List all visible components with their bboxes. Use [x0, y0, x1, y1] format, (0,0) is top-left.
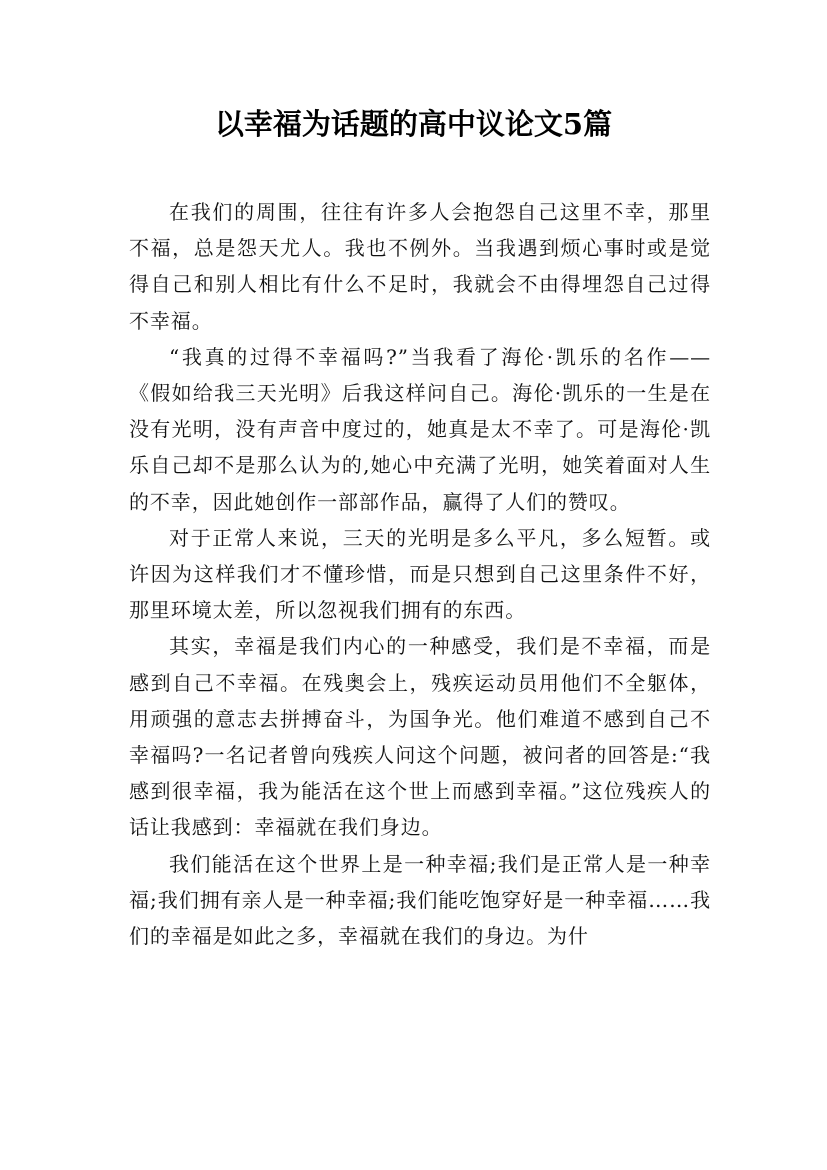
document-body [129, 194, 711, 954]
paragraph-2: “我真的过得不幸福吗?”当我看了海伦·凯乐的名作——《假如给我三天光明》后我这样问自己。海伦·凯乐的一生是在没有光明，没有声音中度过的，她真是太不幸了。可是海伦·凯乐自己却不是那么认为的,她心中充满了光明，她笑着面对人生的不幸，因此她创作一部部作品，赢得了人们的赞叹。 [129, 344, 711, 514]
paragraph-5: 我们能活在这个世界上是一种幸福;我们是正常人是一种幸福;我们拥有亲人是一种幸福;我们能吃饱穿好是一种幸福……我们的幸福是如此之多，幸福就在我们的身边。为什 [129, 851, 711, 949]
document-title: 以幸福为话题的高中议论文5篇 [214, 107, 613, 141]
paragraph-1: 在我们的周围，往往有许多人会抱怨自己这里不幸，那里不福，总是怨天尤人。我也不例外。当我遇到烦心事时或是觉得自己和别人相比有什么不足时，我就会不由得埋怨自己过得不幸福。 [129, 200, 711, 333]
paragraph-3: 对于正常人来说，三天的光明是多么平凡，多么短暂。或许因为这样我们才不懂珍惜，而是只想到自己这里条件不好，那里环境太差，所以忽视我们拥有的东西。 [129, 525, 711, 623]
paragraph-4: 其实，幸福是我们内心的一种感受，我们是不幸福，而是感到自己不幸福。在残奥会上，残疾运动员用他们不全躯体，用顽强的意志去拼搏奋斗，为国争光。他们难道不感到自己不幸福吗?一名记者曾向残疾人问这个问题，被问者的回答是:“我感到很幸福，我为能活在这个世上而感到幸福。”这位残疾人的话让我感到：幸福就在我们身边。 [129, 634, 711, 840]
